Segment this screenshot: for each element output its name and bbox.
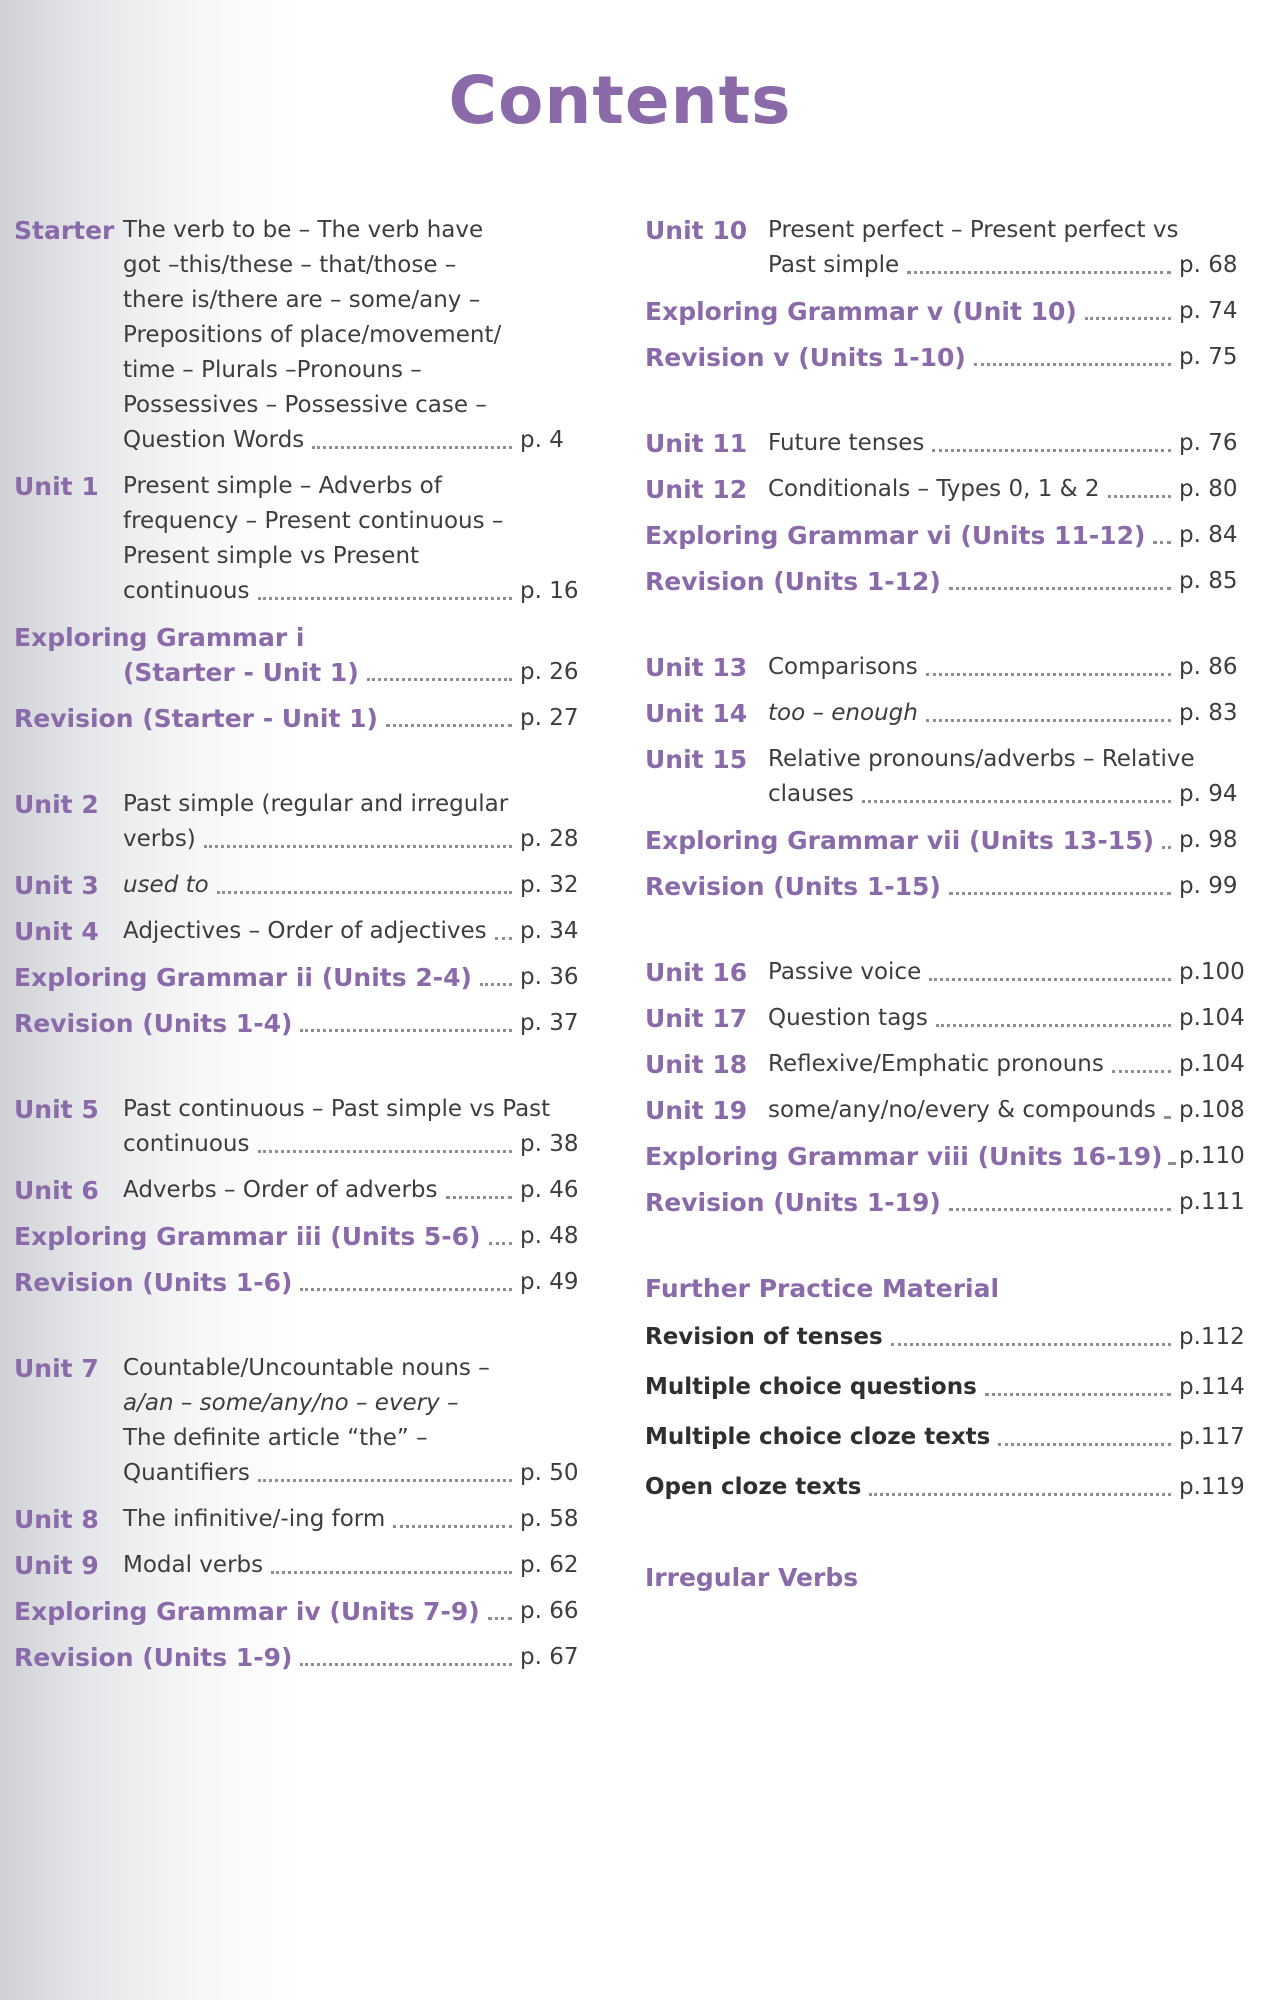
- page-number: p. 58: [520, 1506, 579, 1532]
- toc-entry-unit-18[interactable]: [645, 1047, 1245, 1082]
- entry-line: Adverbs – Order of adverbs: [123, 1177, 438, 1203]
- toc-entry-unit-12[interactable]: [645, 472, 1245, 507]
- entry-label: Unit 3: [14, 871, 99, 900]
- entry-line: Prepositions of place/movement/: [123, 322, 502, 348]
- entry-heading: Revision (Units 1-6): [14, 1268, 293, 1297]
- entry-heading: Revision (Units 1-15): [645, 872, 941, 901]
- toc-entry-unit-6[interactable]: [14, 1173, 580, 1208]
- page-number: p. 85: [1179, 568, 1238, 594]
- entry-label: Unit 8: [14, 1505, 99, 1534]
- toc-entry-multiple-choice-questions[interactable]: [645, 1370, 1245, 1405]
- dot-leader: [926, 673, 1171, 676]
- page-number: p.111: [1179, 1189, 1245, 1215]
- toc-entry-unit-8[interactable]: [14, 1502, 580, 1537]
- entry-label: Unit 6: [14, 1176, 99, 1205]
- page-number: p.114: [1179, 1374, 1245, 1400]
- dot-leader: [1112, 1070, 1171, 1073]
- toc-entry-unit-16[interactable]: [645, 955, 1245, 990]
- entry-line: continuous: [123, 1131, 250, 1157]
- page-number: p. 74: [1179, 298, 1238, 324]
- page-number: p. 32: [520, 872, 579, 898]
- entry-label: Unit 1: [14, 472, 99, 501]
- dot-leader: [367, 678, 512, 681]
- entry-line: Passive voice: [768, 959, 922, 985]
- dot-leader: [495, 937, 512, 940]
- entry-heading: Exploring Grammar iii (Units 5-6): [14, 1222, 481, 1251]
- dot-leader: [488, 1617, 512, 1620]
- entry-line: Present simple vs Present: [123, 543, 420, 569]
- entry-line: Modal verbs: [123, 1552, 264, 1578]
- page-number: p.112: [1179, 1324, 1245, 1350]
- entry-line: Present perfect – Present perfect vs: [768, 217, 1179, 243]
- page-number: p. 98: [1179, 827, 1238, 853]
- toc-entry-unit-17[interactable]: [645, 1001, 1245, 1036]
- entry-line: Relative pronouns/adverbs – Relative: [768, 746, 1195, 772]
- page-number: p. 50: [520, 1460, 579, 1486]
- dot-leader: [258, 1150, 513, 1153]
- entry-line: used to: [123, 872, 209, 898]
- entry-line: there is/there are – some/any –: [123, 287, 481, 313]
- entry-line: Reflexive/Emphatic pronouns: [768, 1051, 1104, 1077]
- toc-entry-revision-units-1-4[interactable]: [14, 1006, 580, 1041]
- entry-label: Unit 13: [645, 653, 748, 682]
- dot-leader: [949, 892, 1171, 895]
- entry-heading: Revision (Units 1-9): [14, 1643, 293, 1672]
- page-number: p. 16: [520, 578, 579, 604]
- toc-entry-unit-5[interactable]: [14, 1092, 580, 1162]
- toc-entry-unit-11[interactable]: [645, 426, 1245, 461]
- toc-entry-exploring-grammar-vi[interactable]: [645, 518, 1245, 553]
- page-number: p. 46: [520, 1177, 579, 1203]
- dot-leader: [891, 1343, 1171, 1346]
- entry-label: Unit 12: [645, 475, 748, 504]
- page-number: p.100: [1179, 959, 1245, 985]
- entry-label: Unit 7: [14, 1354, 99, 1383]
- entry-heading: Revision (Units 1-4): [14, 1009, 293, 1038]
- entry-line: Adjectives – Order of adjectives: [123, 918, 487, 944]
- entry-label: Unit 16: [645, 958, 748, 987]
- toc-entry-revision-starter-unit-1[interactable]: [14, 701, 580, 736]
- toc-entry-irregular-verbs[interactable]: Irregular Verbs: [645, 1563, 859, 1592]
- page-number: p.119: [1179, 1474, 1245, 1500]
- entry-line: Question tags: [768, 1005, 928, 1031]
- page-number: p. 36: [520, 964, 579, 990]
- entry-line: The infinitive/-ing form: [123, 1506, 386, 1532]
- dot-leader: [1085, 317, 1171, 320]
- dot-leader: [393, 1525, 512, 1528]
- entry-label: Unit 2: [14, 790, 99, 819]
- entry-label: Unit 5: [14, 1095, 99, 1124]
- dot-leader: [300, 1288, 512, 1291]
- toc-entry-unit-10[interactable]: [645, 213, 1245, 283]
- entry-heading: Exploring Grammar vii (Units 13-15): [645, 826, 1155, 855]
- toc-entry-revision-units-1-19[interactable]: [645, 1185, 1245, 1220]
- page-number: p. 37: [520, 1010, 579, 1036]
- toc-entry-revision-units-1-6[interactable]: [14, 1265, 580, 1300]
- entry-line: time – Plurals –Pronouns –: [123, 357, 422, 383]
- entry-line: frequency – Present continuous –: [123, 508, 504, 534]
- dot-leader: [998, 1443, 1171, 1446]
- page-number: p.108: [1179, 1097, 1245, 1123]
- dot-leader: [1108, 495, 1171, 498]
- entry-heading: Exploring Grammar ii (Units 2-4): [14, 963, 472, 992]
- toc-entry-revision-units-1-9[interactable]: [14, 1640, 580, 1675]
- toc-entry-exploring-grammar-viii[interactable]: [645, 1139, 1245, 1174]
- page-number: p. 34: [520, 918, 579, 944]
- page-number: p.104: [1179, 1051, 1245, 1077]
- dot-leader: [985, 1393, 1171, 1396]
- dot-leader: [1153, 541, 1171, 544]
- entry-line: Future tenses: [768, 430, 925, 456]
- entry-line: The definite article “the” –: [123, 1425, 428, 1451]
- dot-leader: [949, 587, 1171, 590]
- entry-line: Revision of tenses: [645, 1324, 883, 1350]
- entry-line: Multiple choice questions: [645, 1374, 977, 1400]
- entry-line: some/any/no/every & compounds: [768, 1097, 1156, 1123]
- entry-label: Unit 4: [14, 917, 99, 946]
- entry-line: The verb to be – The verb have: [123, 217, 484, 243]
- entry-line: a/an – some/any/no – every –: [123, 1390, 459, 1416]
- page-number: p. 94: [1179, 781, 1238, 807]
- dot-leader: [974, 363, 1171, 366]
- dot-leader: [949, 1208, 1171, 1211]
- page-title: Contents: [448, 62, 792, 139]
- page-number: p.104: [1179, 1005, 1245, 1031]
- entry-line: got –this/these – that/those –: [123, 252, 457, 278]
- entry-heading: Exploring Grammar v (Unit 10): [645, 297, 1077, 326]
- entry-label: Unit 11: [645, 429, 748, 458]
- toc-entry-unit-14[interactable]: [645, 696, 1245, 731]
- toc-entry-unit-1[interactable]: [14, 469, 580, 609]
- toc-entry-exploring-grammar-i[interactable]: [14, 620, 580, 690]
- dot-leader: [926, 719, 1171, 722]
- entry-line: Question Words: [123, 427, 305, 453]
- entry-line: verbs): [123, 826, 196, 852]
- page-number: p. 76: [1179, 430, 1238, 456]
- toc-entry-exploring-grammar-iv[interactable]: [14, 1594, 580, 1629]
- entry-label: Unit 9: [14, 1551, 99, 1580]
- entry-line: Open cloze texts: [645, 1474, 862, 1500]
- entry-line: Present simple – Adverbs of: [123, 473, 442, 499]
- toc-entry-exploring-grammar-v[interactable]: [645, 294, 1245, 329]
- entry-line: Possessives – Possessive case –: [123, 392, 487, 418]
- page-number: p. 86: [1179, 654, 1238, 680]
- entry-heading: Revision (Units 1-19): [645, 1188, 941, 1217]
- dot-leader: [489, 1242, 513, 1245]
- dot-leader: [258, 1479, 512, 1482]
- entry-label: Unit 19: [645, 1096, 748, 1125]
- entry-line: Past simple (regular and irregular: [123, 791, 509, 817]
- toc-entry-unit-4[interactable]: [14, 914, 580, 949]
- entry-line: clauses: [768, 781, 854, 807]
- dot-leader: [869, 1493, 1171, 1496]
- toc-entry-unit-3[interactable]: [14, 868, 580, 903]
- entry-label: Unit 14: [645, 699, 748, 728]
- entry-heading: Exploring Grammar viii (Units 16-19): [645, 1142, 1163, 1171]
- dot-leader: [929, 978, 1171, 981]
- toc-entry-unit-13[interactable]: [645, 650, 1245, 685]
- entry-heading: Exploring Grammar i: [14, 623, 305, 652]
- dot-leader: [312, 446, 512, 449]
- page-number: p. 48: [520, 1223, 579, 1249]
- page-number: p. 28: [520, 826, 579, 852]
- page-number: p. 68: [1179, 252, 1238, 278]
- further-practice-heading: Further Practice Material: [645, 1274, 1000, 1303]
- entry-label: Unit 18: [645, 1050, 748, 1079]
- dot-leader: [271, 1571, 512, 1574]
- toc-entry-exploring-grammar-ii[interactable]: [14, 960, 580, 995]
- entry-heading: Exploring Grammar iv (Units 7-9): [14, 1597, 480, 1626]
- dot-leader: [907, 271, 1171, 274]
- entry-line: Comparisons: [768, 654, 918, 680]
- entry-label: Unit 15: [645, 745, 748, 774]
- entry-line: Past continuous – Past simple vs Past: [123, 1096, 551, 1122]
- page-number: p.110: [1179, 1143, 1245, 1169]
- dot-leader: [1164, 1116, 1171, 1119]
- dot-leader: [1162, 846, 1171, 849]
- dot-leader: [446, 1196, 513, 1199]
- entry-label: Unit 17: [645, 1004, 748, 1033]
- toc-entry-exploring-grammar-vii[interactable]: [645, 823, 1245, 858]
- toc-left-column: [14, 213, 580, 1686]
- dot-leader: [386, 724, 512, 727]
- page-number: p. 27: [520, 705, 579, 731]
- entry-line: Quantifiers: [123, 1460, 250, 1486]
- toc-entry-revision-units-1-12[interactable]: [645, 564, 1245, 599]
- toc-entry-revision-units-1-10[interactable]: [645, 340, 1245, 375]
- page-number: p. 49: [520, 1269, 579, 1295]
- toc-entry-multiple-choice-cloze-texts[interactable]: [645, 1420, 1245, 1455]
- page-number: p. 67: [520, 1644, 579, 1670]
- toc-entry-unit-19[interactable]: [645, 1093, 1245, 1128]
- toc-right-column: [645, 213, 1245, 1595]
- entry-heading: (Starter - Unit 1): [123, 658, 359, 687]
- entry-heading: Revision v (Units 1-10): [645, 343, 966, 372]
- entry-line: Multiple choice cloze texts: [645, 1424, 991, 1450]
- entry-heading: Revision (Units 1-12): [645, 567, 941, 596]
- toc-entry-unit-15[interactable]: [645, 742, 1245, 812]
- dot-leader: [480, 983, 512, 986]
- page-number: p.117: [1179, 1424, 1245, 1450]
- page-number: p. 75: [1179, 344, 1238, 370]
- dot-leader: [862, 800, 1171, 803]
- dot-leader: [936, 1024, 1171, 1027]
- page-number: p. 99: [1179, 873, 1238, 899]
- dot-leader: [300, 1663, 512, 1666]
- page-number: p. 84: [1179, 522, 1238, 548]
- dot-leader: [258, 597, 513, 600]
- dot-leader: [204, 845, 512, 848]
- toc-entry-unit-9[interactable]: [14, 1548, 580, 1583]
- page-number: p. 4: [520, 427, 564, 453]
- entry-heading: Revision (Starter - Unit 1): [14, 704, 378, 733]
- toc-entry-exploring-grammar-iii[interactable]: [14, 1219, 580, 1254]
- page-number: p. 80: [1179, 476, 1238, 502]
- entry-heading: Exploring Grammar vi (Units 11-12): [645, 521, 1146, 550]
- toc-entry-open-cloze-texts[interactable]: [645, 1470, 1245, 1505]
- toc-entry-revision-of-tenses[interactable]: [645, 1320, 1245, 1355]
- entry-line: Past simple: [768, 252, 900, 278]
- toc-entry-unit-2[interactable]: [14, 787, 580, 857]
- page-number: p. 66: [520, 1598, 579, 1624]
- dot-leader: [217, 891, 512, 894]
- entry-line: Conditionals – Types 0, 1 & 2: [768, 476, 1100, 502]
- toc-entry-revision-units-1-15[interactable]: [645, 869, 1245, 904]
- toc-entry-unit-7[interactable]: [14, 1351, 580, 1491]
- entry-line: continuous: [123, 578, 250, 604]
- page-number: p. 62: [520, 1552, 579, 1578]
- entry-line: too – enough: [768, 700, 918, 726]
- entry-label: Unit 10: [645, 216, 748, 245]
- page-number: p. 83: [1179, 700, 1238, 726]
- toc-entry-starter[interactable]: [14, 213, 580, 458]
- dot-leader: [932, 449, 1171, 452]
- page-number: p. 38: [520, 1131, 579, 1157]
- entry-label: Starter: [14, 216, 115, 245]
- dot-leader: [300, 1029, 512, 1032]
- page-number: p. 26: [520, 659, 579, 685]
- entry-line: Countable/Uncountable nouns –: [123, 1355, 490, 1381]
